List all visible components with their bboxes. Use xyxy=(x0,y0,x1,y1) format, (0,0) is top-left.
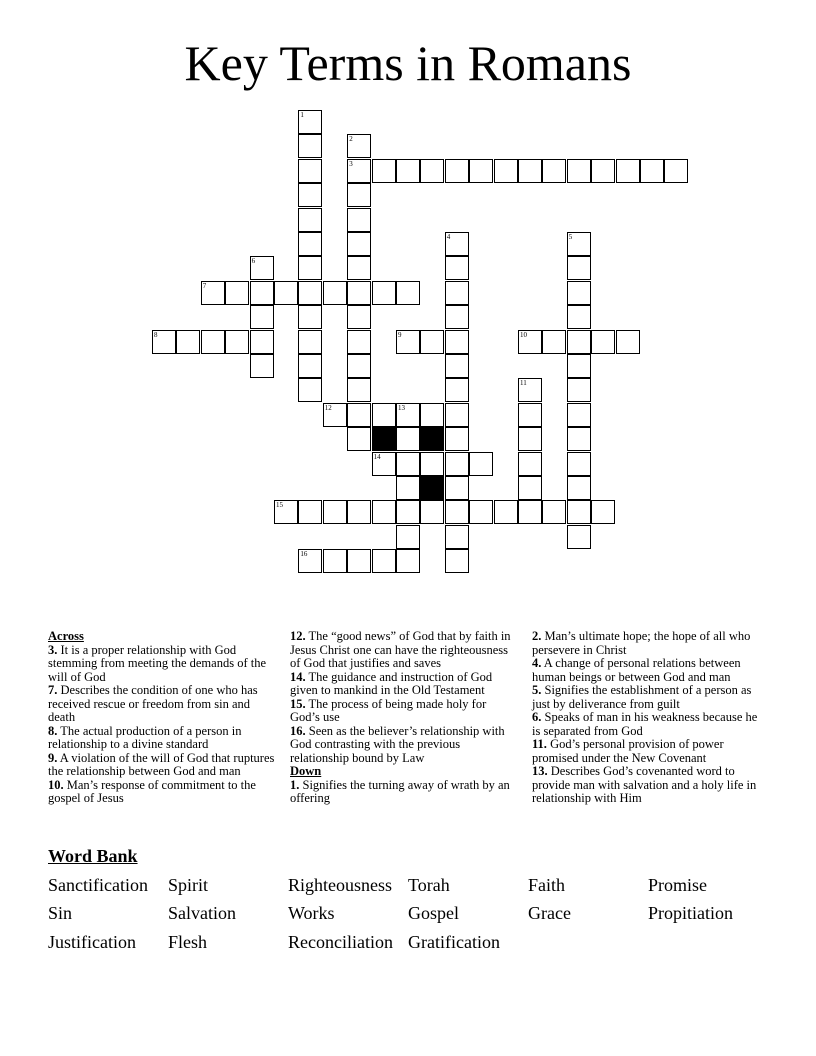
clue-number: 15 xyxy=(276,501,283,510)
grid-cell[interactable] xyxy=(298,378,322,402)
across-heading: Across xyxy=(48,629,84,643)
grid-cell[interactable] xyxy=(542,330,566,354)
clue-text: The guidance and instruction of God given to mankind in the Old Testament xyxy=(290,669,493,697)
across-clue-list-continued xyxy=(290,630,512,765)
grid-cell[interactable] xyxy=(518,427,542,451)
grid-cell[interactable] xyxy=(347,354,371,378)
grid-cell[interactable] xyxy=(274,281,298,305)
grid-cell[interactable] xyxy=(494,500,518,524)
down-clue xyxy=(532,711,764,738)
clue-number: 16 xyxy=(300,550,308,559)
grid-cell[interactable] xyxy=(298,256,322,280)
grid-cell[interactable] xyxy=(518,378,542,402)
grid-cell[interactable] xyxy=(225,281,249,305)
grid-cell[interactable] xyxy=(323,403,347,427)
clue-text: The process of being made holy for God’s use xyxy=(290,696,487,724)
clue-text: Describes God’s covenanted word to provide man with salvation and a holy life in relationship with Him xyxy=(532,764,757,805)
clue-number: 14 xyxy=(373,452,381,461)
clue-text: Signifies the turning away of wrath by an offering xyxy=(290,777,510,805)
grid-cell[interactable] xyxy=(664,159,688,183)
grid-cell[interactable] xyxy=(250,305,274,329)
grid-cell[interactable] xyxy=(298,305,322,329)
grid-cell[interactable] xyxy=(591,330,615,354)
word-bank-word: Salvation xyxy=(168,903,236,923)
grid-cell[interactable] xyxy=(396,159,420,183)
word-bank-word: Works xyxy=(288,903,335,923)
grid-cell[interactable] xyxy=(542,500,566,524)
grid-cell[interactable] xyxy=(225,330,249,354)
across-clue-list xyxy=(48,644,280,806)
grid-cell[interactable] xyxy=(372,452,396,476)
grid-cell[interactable] xyxy=(396,476,420,500)
grid-cell[interactable] xyxy=(323,549,347,573)
down-clue-list xyxy=(290,779,512,806)
grid-cell[interactable] xyxy=(567,476,591,500)
grid-cell[interactable] xyxy=(445,476,469,500)
grid-cell[interactable] xyxy=(347,159,371,183)
grid-cell[interactable] xyxy=(591,500,615,524)
across-clue xyxy=(48,725,280,752)
across-clue xyxy=(48,644,280,685)
grid-cell[interactable] xyxy=(298,330,322,354)
across-clue xyxy=(290,725,512,766)
grid-cell[interactable] xyxy=(567,354,591,378)
word-bank-word: Justification xyxy=(48,932,136,952)
clue-number: 1 xyxy=(300,111,304,119)
grid-cell[interactable] xyxy=(567,500,591,524)
grid-cell[interactable] xyxy=(176,330,200,354)
clue-number-label: 12. xyxy=(290,629,306,643)
word-bank-word: Promise xyxy=(648,875,708,895)
grid-cell[interactable] xyxy=(445,232,469,256)
grid-cell[interactable] xyxy=(298,549,322,573)
grid-cell[interactable] xyxy=(298,134,322,158)
word-bank-word: Gospel xyxy=(408,903,459,923)
page-title: Key Terms in Romans xyxy=(184,35,632,91)
grid-cell[interactable] xyxy=(567,281,591,305)
clue-number-label: 6. xyxy=(532,710,542,724)
clue-text: God’s personal provision of power promised under the New Covenant xyxy=(532,737,724,765)
grid-cell[interactable] xyxy=(396,549,420,573)
grid-cell[interactable] xyxy=(396,281,420,305)
across-clue xyxy=(48,684,280,725)
black-square xyxy=(372,427,396,451)
grid-cell[interactable] xyxy=(347,256,371,280)
grid-cell[interactable] xyxy=(445,305,469,329)
across-clue xyxy=(290,698,512,725)
clue-number-label: 13. xyxy=(532,764,548,778)
word-bank-word: Spirit xyxy=(168,875,209,895)
word-bank-word: Sanctification xyxy=(48,875,148,895)
grid-cell[interactable] xyxy=(420,403,444,427)
grid-cell[interactable] xyxy=(445,256,469,280)
clue-number-label: 3. xyxy=(48,642,58,657)
grid-cell[interactable] xyxy=(445,500,469,524)
grid-cell[interactable] xyxy=(298,232,322,256)
black-square xyxy=(420,476,444,500)
clue-text: A change of personal relations between human beings or between God and man xyxy=(532,656,741,684)
grid-cell[interactable] xyxy=(445,159,469,183)
grid-cell[interactable] xyxy=(445,403,469,427)
grid-cell[interactable] xyxy=(469,452,493,476)
grid-cell[interactable] xyxy=(347,549,371,573)
clue-number-label: 5. xyxy=(532,683,542,697)
grid-cell[interactable] xyxy=(445,427,469,451)
grid-cell[interactable] xyxy=(250,281,274,305)
grid-cell[interactable] xyxy=(542,159,566,183)
across-clue xyxy=(48,779,280,806)
clue-text: Man’s response of commitment to the gospel of Jesus xyxy=(48,777,256,805)
clue-number-label: 15. xyxy=(290,696,306,711)
down-clue xyxy=(290,779,512,806)
grid-cell[interactable] xyxy=(567,403,591,427)
grid-cell[interactable] xyxy=(372,159,396,183)
grid-cell[interactable] xyxy=(347,378,371,402)
grid-cell[interactable] xyxy=(323,500,347,524)
grid-cell[interactable] xyxy=(347,330,371,354)
clue-number: 4 xyxy=(446,233,451,241)
grid-cell[interactable] xyxy=(567,452,591,476)
word-bank-word: Gratification xyxy=(408,932,500,952)
grid-cell[interactable] xyxy=(567,256,591,280)
clues-column-2 xyxy=(290,630,512,806)
grid-cell[interactable] xyxy=(372,549,396,573)
clue-number-label: 14. xyxy=(290,669,306,684)
grid-cell[interactable] xyxy=(298,183,322,207)
grid-cell[interactable] xyxy=(616,330,640,354)
grid-cell[interactable] xyxy=(420,330,444,354)
down-clue xyxy=(532,684,764,711)
down-heading: Down xyxy=(290,764,322,778)
grid-cell[interactable] xyxy=(445,525,469,549)
grid-cell[interactable] xyxy=(518,330,542,354)
word-bank-word: Righteousness xyxy=(288,875,393,895)
word-bank-word: Reconciliation xyxy=(288,932,393,952)
word-bank-word: Sin xyxy=(48,903,73,923)
grid-cell[interactable] xyxy=(396,427,420,451)
grid-cell[interactable] xyxy=(567,305,591,329)
down-clue xyxy=(532,738,764,765)
grid-cell[interactable] xyxy=(445,354,469,378)
grid-cell[interactable] xyxy=(518,159,542,183)
grid-cell[interactable] xyxy=(567,378,591,402)
grid-cell[interactable] xyxy=(494,159,518,183)
grid-cell[interactable] xyxy=(518,476,542,500)
clue-number-label: 16. xyxy=(290,723,306,738)
clue-number: 8 xyxy=(154,330,158,339)
down-clue xyxy=(532,657,764,684)
down-clue xyxy=(532,765,764,806)
clue-number: 6 xyxy=(251,257,256,266)
grid-cell[interactable] xyxy=(372,403,396,427)
down-clue-list-continued xyxy=(532,630,764,806)
across-clue xyxy=(290,630,512,671)
clue-text: Man’s ultimate hope; the hope of all who persevere in Christ xyxy=(532,629,751,657)
grid-cell[interactable] xyxy=(347,281,371,305)
clue-number: 5 xyxy=(568,233,573,241)
clue-text: Seen as the believer’s relationship with God contrasting with the previous relationship bound by Law xyxy=(290,723,505,765)
word-bank-title: Word Bank xyxy=(48,846,138,866)
grid-cell[interactable] xyxy=(347,183,371,207)
clue-text: It is a proper relationship with God stemming from meeting the demands of the will of God xyxy=(48,642,267,684)
grid-cell[interactable] xyxy=(201,330,225,354)
clue-number-label: 10. xyxy=(48,777,64,792)
word-bank-word: Faith xyxy=(528,875,566,895)
grid-cell[interactable] xyxy=(152,330,176,354)
grid-cell[interactable] xyxy=(347,134,371,158)
word-bank-word: Torah xyxy=(408,875,450,895)
grid-cell[interactable] xyxy=(445,378,469,402)
grid-cell[interactable] xyxy=(567,232,591,256)
clue-number: 7 xyxy=(202,281,207,290)
grid-cell[interactable] xyxy=(616,159,640,183)
word-bank-word: Flesh xyxy=(168,932,208,952)
clue-number: 9 xyxy=(398,330,402,339)
clue-number: 3 xyxy=(349,159,353,168)
grid-cell[interactable] xyxy=(396,525,420,549)
grid-cell[interactable] xyxy=(518,403,542,427)
clue-text: A violation of the will of God that ruptures the relationship between God and man xyxy=(48,750,275,778)
grid-cell[interactable] xyxy=(469,159,493,183)
grid-cell[interactable] xyxy=(347,427,371,451)
grid-cell[interactable] xyxy=(567,427,591,451)
grid-cell[interactable] xyxy=(250,330,274,354)
black-square xyxy=(420,427,444,451)
clue-number-label: 2. xyxy=(532,629,542,643)
grid-cell[interactable] xyxy=(201,281,225,305)
grid-cell[interactable] xyxy=(518,500,542,524)
grid-cell[interactable] xyxy=(396,452,420,476)
word-bank-word: Grace xyxy=(528,903,571,923)
clue-number-label: 11. xyxy=(532,737,547,751)
grid-cell[interactable] xyxy=(518,452,542,476)
clue-number: 10 xyxy=(520,330,527,339)
word-bank-word: Propitiation xyxy=(648,903,733,923)
grid-cell[interactable] xyxy=(420,500,444,524)
clue-number-label: 8. xyxy=(48,723,58,738)
clue-number: 12 xyxy=(324,403,332,412)
grid-cell[interactable] xyxy=(591,159,615,183)
grid-cell[interactable] xyxy=(250,354,274,378)
grid-cell[interactable] xyxy=(445,549,469,573)
grid-cell[interactable] xyxy=(298,208,322,232)
grid-cell[interactable] xyxy=(420,452,444,476)
grid-cell[interactable] xyxy=(420,159,444,183)
down-clue xyxy=(532,630,764,657)
clue-number-label: 9. xyxy=(48,750,58,765)
grid-cell[interactable] xyxy=(396,403,420,427)
grid-cell[interactable] xyxy=(567,330,591,354)
grid-cell[interactable] xyxy=(298,110,322,134)
grid-cell[interactable] xyxy=(567,159,591,183)
grid-cell[interactable] xyxy=(396,330,420,354)
grid-cell[interactable] xyxy=(445,330,469,354)
grid-cell[interactable] xyxy=(445,281,469,305)
clue-number: 2 xyxy=(349,135,353,144)
grid-cell[interactable] xyxy=(347,500,371,524)
grid-cell[interactable] xyxy=(274,500,298,524)
clues-column-3 xyxy=(532,630,764,806)
grid-cell[interactable] xyxy=(640,159,664,183)
grid-cell[interactable] xyxy=(323,281,347,305)
clue-text: The “good news” of God that by faith in Jesus Christ one can have the righteousness of God that justifies and saves xyxy=(290,629,511,670)
clue-text: Signifies the establishment of a person as just by deliverance from guilt xyxy=(532,683,752,711)
clue-number: 13 xyxy=(398,403,405,412)
grid-cell[interactable] xyxy=(298,159,322,183)
grid-cell[interactable] xyxy=(298,281,322,305)
clue-text: Describes the condition of one who has received rescue or freedom from sin and death xyxy=(48,683,258,724)
grid-cell[interactable] xyxy=(347,403,371,427)
across-clue xyxy=(48,752,280,779)
clue-text: The actual production of a person in relationship to a divine standard xyxy=(48,723,242,751)
grid-cell[interactable] xyxy=(298,354,322,378)
grid-cell[interactable] xyxy=(396,500,420,524)
grid-cell[interactable] xyxy=(250,256,274,280)
clue-number: 11 xyxy=(520,379,527,388)
grid-cell[interactable] xyxy=(347,232,371,256)
clue-number-label: 1. xyxy=(290,777,300,792)
across-clue xyxy=(290,671,512,698)
grid-cell[interactable] xyxy=(469,500,493,524)
grid-cell[interactable] xyxy=(567,525,591,549)
grid-cell[interactable] xyxy=(347,305,371,329)
grid-cell[interactable] xyxy=(372,500,396,524)
clue-number-label: 4. xyxy=(532,656,542,670)
clue-number-label: 7. xyxy=(48,683,58,697)
grid-cell[interactable] xyxy=(372,281,396,305)
clues-column-1 xyxy=(48,630,280,806)
grid-cell[interactable] xyxy=(445,452,469,476)
grid-cell[interactable] xyxy=(347,208,371,232)
clue-text: Speaks of man in his weakness because he is separated from God xyxy=(532,710,758,738)
grid-cell[interactable] xyxy=(298,500,322,524)
